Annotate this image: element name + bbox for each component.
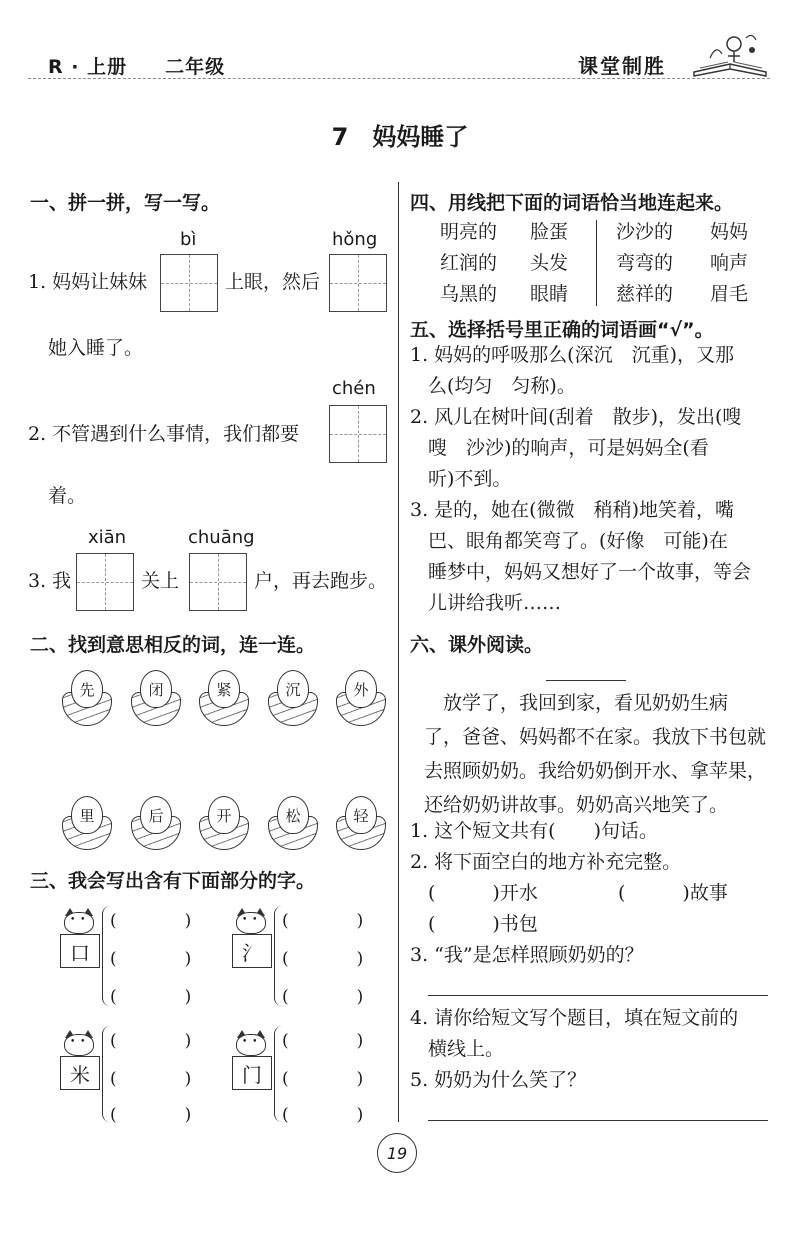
word-leaf-top[interactable]: 外 [336,670,386,730]
answer-line[interactable] [428,1120,768,1121]
match-word[interactable]: 沙沙的 [616,221,674,243]
match-word[interactable]: 明亮的 [440,221,498,243]
passage-line: 还给奶奶讲故事。奶奶高兴地笑了。 [424,794,729,816]
s5-line: 儿讲给我听…… [428,592,562,614]
q3-text-b: 关上 [141,570,180,592]
match-divider [596,220,597,306]
tian-box-bi[interactable] [160,254,218,312]
word-leaf-bottom[interactable]: 开 [199,790,249,850]
answer-blank[interactable]: ( ) [110,911,192,931]
section-6-heading: 六、课外阅读。 [410,634,544,656]
cat-icon [62,908,96,934]
match-word[interactable]: 响声 [710,252,749,274]
match-word[interactable]: 乌黑的 [440,283,498,305]
section-5-body [410,340,770,619]
match-word[interactable]: 眼睛 [530,283,569,305]
word-leaf-top[interactable]: 先 [62,670,112,730]
pinyin-bi: bì [180,229,197,250]
fill-blank[interactable]: ( )故事 [618,882,728,904]
answer-blank[interactable]: ( ) [110,1069,192,1089]
column-divider [398,182,399,1122]
header-book-info [48,52,225,79]
radical-box: 门 [232,1056,272,1090]
word-leaf-top[interactable]: 沉 [268,670,318,730]
q3-text-a: 3. 我 [28,570,72,592]
s5-line: 嗖 沙沙)的响声，可是妈妈全(看 [428,437,709,459]
title-blank-line[interactable] [546,680,626,681]
book-illustration-icon [690,28,770,80]
radical-box: 米 [60,1056,100,1090]
tian-box-chen[interactable] [329,405,387,463]
word-leaf-bottom[interactable]: 松 [268,790,318,850]
s5-line: 巴、眼角都笑弯了。(好像 可能)在 [428,530,728,552]
word-leaf-top[interactable]: 闭 [131,670,181,730]
answer-blank[interactable]: ( ) [110,949,192,969]
q1-text-b: 上眼，然后 [225,271,321,293]
radical-box: 口 [60,934,100,968]
s5-line: 1. 妈妈的呼吸那么(深沉 沉重)，又那 [410,344,734,366]
match-word[interactable]: 眉毛 [710,283,749,305]
answer-blank[interactable]: ( ) [282,987,364,1007]
answer-blank[interactable]: ( ) [282,1105,364,1125]
word-leaf-bottom[interactable]: 轻 [336,790,386,850]
section-2-heading: 二、找到意思相反的词，连一连。 [30,634,316,656]
q1-text-a: 1. 妈妈让妹妹 [28,271,148,293]
passage-line: 放学了，我回到家，看见奶奶生病 [424,692,729,714]
s5-line: 听)不到。 [428,468,512,490]
answer-blank[interactable]: ( ) [110,1105,192,1125]
cat-icon [234,1030,268,1056]
match-word[interactable]: 头发 [530,252,569,274]
section-3-heading: 三、我会写出含有下面部分的字。 [30,870,316,892]
q2-text: 2. 不管遇到什么事情，我们都要 [28,423,300,445]
match-word[interactable]: 妈妈 [710,221,749,243]
fill-blank[interactable]: ( )开水 [428,882,538,904]
header-volume: R · 上册 [48,56,128,78]
s5-line: 睡梦中，妈妈又想好了一个故事，等会 [428,561,752,583]
lesson-title: 7 妈妈睡了 [331,123,469,151]
s5-line: 3. 是的，她在(微微 稍稍)地笑着，嘴 [410,499,734,521]
header-grade: 二年级 [165,56,226,78]
match-word[interactable]: 红润的 [440,252,498,274]
pinyin-hong: hǒng [332,229,378,250]
pinyin-chuang: chuāng [188,527,255,548]
page-number: 19 [377,1133,417,1173]
section-5-heading: 五、选择括号里正确的词语画“√”。 [410,319,714,341]
fill-blank[interactable]: ( )书包 [428,913,538,935]
reading-q4b: 横线上。 [428,1038,505,1060]
pinyin-xian: xiān [88,527,127,548]
answer-blank[interactable]: ( ) [282,1031,364,1051]
answer-blank[interactable]: ( ) [282,949,364,969]
answer-blank[interactable]: ( ) [110,1031,192,1051]
tian-box-hong[interactable] [329,254,387,312]
pinyin-chen: chén [332,378,376,399]
reading-q1: 1. 这个短文共有( )句话。 [410,820,658,842]
word-leaf-bottom[interactable]: 后 [131,790,181,850]
header-series-title: 课堂制胜 [578,54,666,78]
section-4-heading: 四、用线把下面的词语恰当地连起来。 [410,192,734,214]
match-word[interactable]: 慈祥的 [616,283,674,305]
passage-line: 了，爸爸、妈妈都不在家。我放下书包就 [424,726,767,748]
word-leaf-top[interactable]: 紧 [199,670,249,730]
passage-line: 去照顾奶奶。我给奶奶倒开水、拿苹果， [424,760,767,782]
reading-q2: 2. 将下面空白的地方补充完整。 [410,851,682,873]
cat-icon [62,1030,96,1056]
reading-q3: 3. “我”是怎样照顾奶奶的？ [410,944,644,966]
radical-box: 氵 [232,934,272,968]
answer-blank[interactable]: ( ) [282,911,364,931]
answer-line[interactable] [428,995,768,996]
s5-line: 2. 风儿在树叶间(刮着 散步)，发出(嗖 [410,406,742,428]
q2-continuation: 着。 [48,485,87,507]
tian-box-chuang[interactable] [189,553,247,611]
cat-icon [234,908,268,934]
reading-passage [424,686,774,822]
answer-blank[interactable]: ( ) [282,1069,364,1089]
answer-blank[interactable]: ( ) [110,987,192,1007]
word-leaf-bottom[interactable]: 里 [62,790,112,850]
section-1-heading: 一、拼一拼，写一写。 [30,192,221,214]
match-word[interactable]: 弯弯的 [616,252,674,274]
tian-box-xian[interactable] [76,553,134,611]
match-word[interactable]: 脸蛋 [530,221,569,243]
q3-text-c: 户，再去跑步。 [254,570,388,592]
header-divider [28,78,770,79]
reading-q5: 5. 奶奶为什么笑了？ [410,1069,587,1091]
s5-line: 么(均匀 匀称)。 [428,375,576,397]
q1-continuation: 她入睡了。 [48,337,144,359]
reading-q4a: 4. 请你给短文写个题目，填在短文前的 [410,1007,739,1029]
